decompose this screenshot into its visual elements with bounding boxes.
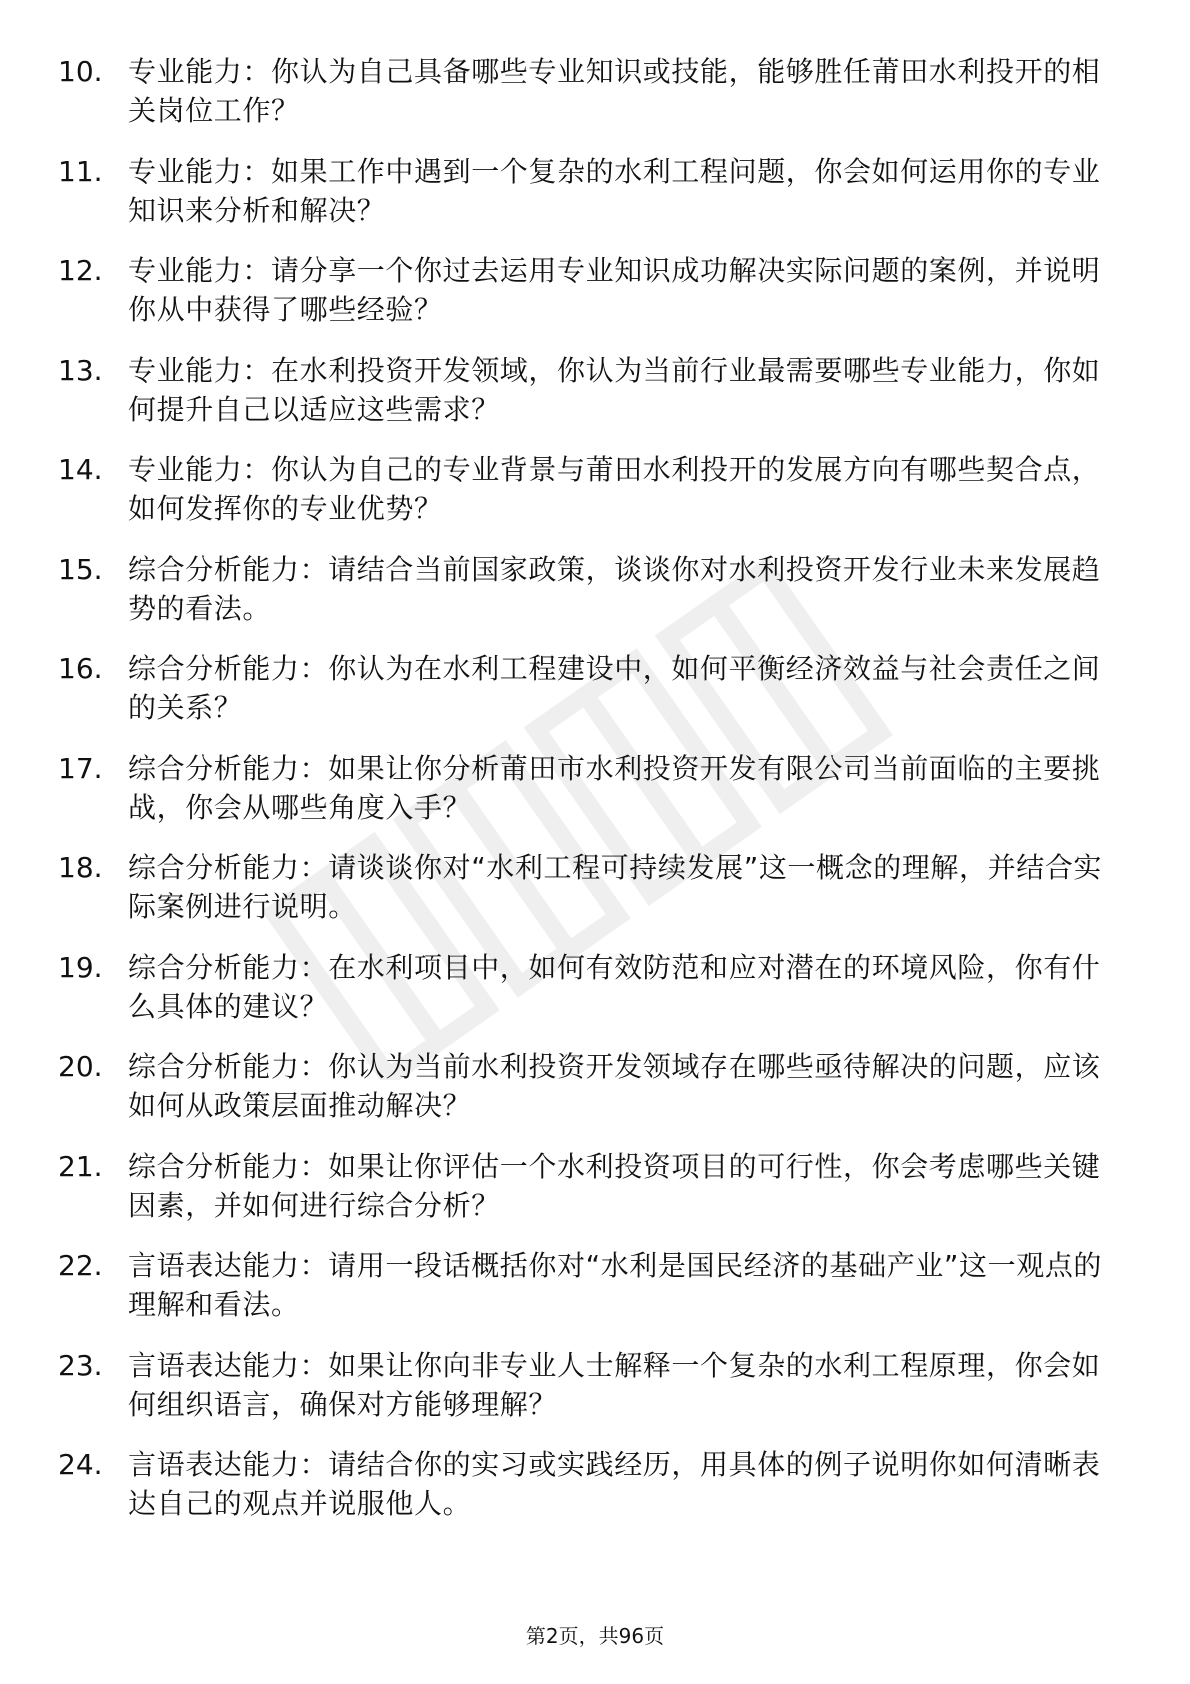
list-item [58, 550, 1118, 628]
question-number: 18. [58, 851, 103, 884]
list-item [58, 1047, 1118, 1125]
question-number: 17. [58, 751, 103, 785]
question-text: 综合分析能力：如果让你分析莆田市水利投资开发有限公司当前面临的主要挑战，你会从哪些角度入手？ [128, 751, 1101, 824]
list-item [58, 1147, 1118, 1225]
question-text: 综合分析能力：你认为当前水利投资开发领域存在哪些亟待解决的问题，应该如何从政策层面推动解决？ [128, 1050, 1101, 1122]
question-text: 综合分析能力：请谈谈你对“水利工程可持续发展”这一概念的理解，并结合实际案例进行说明。 [128, 851, 1103, 923]
question-number: 10. [58, 55, 103, 88]
question-text: 专业能力：请分享一个你过去运用专业知识成功解决实际问题的案例，并说明你从中获得了哪些经验？ [128, 254, 1101, 326]
question-number: 19. [58, 950, 103, 984]
list-item [58, 749, 1118, 827]
list-item [58, 351, 1118, 429]
list-item [58, 1246, 1118, 1324]
question-number: 21. [58, 1149, 103, 1183]
question-text: 言语表达能力：请用一段话概括你对“水利是国民经济的基础产业”这一观点的理解和看法。 [128, 1249, 1103, 1321]
question-text: 言语表达能力：如果让你向非专业人士解释一个复杂的水利工程原理，你会如何组织语言，确保对方能够理解？ [128, 1348, 1101, 1421]
question-number: 20. [58, 1050, 103, 1083]
page-footer [0, 1623, 1190, 1649]
list-item [58, 848, 1118, 926]
list-item [58, 649, 1118, 727]
question-number: 13. [58, 353, 103, 387]
question-number: 11. [58, 154, 103, 188]
list-item [58, 152, 1118, 230]
question-number: 24. [58, 1448, 103, 1481]
list-item [58, 52, 1118, 130]
list-item [58, 450, 1118, 528]
question-text: 专业能力：你认为自己具备哪些专业知识或技能，能够胜任莆田水利投开的相关岗位工作？ [128, 55, 1101, 127]
question-text: 专业能力：如果工作中遇到一个复杂的水利工程问题，你会如何运用你的专业知识来分析和解决？ [128, 154, 1101, 227]
question-number: 22. [58, 1249, 103, 1282]
question-number: 14. [58, 453, 103, 486]
question-list [58, 52, 1118, 1545]
question-text: 综合分析能力：如果让你评估一个水利投资项目的可行性，你会考虑哪些关键因素，并如何进行综合分析？ [128, 1149, 1101, 1222]
question-text: 专业能力：你认为自己的专业背景与莆田水利投开的发展方向有哪些契合点，如何发挥你的专业优势？ [128, 453, 1101, 525]
question-number: 12. [58, 254, 103, 287]
question-number: 15. [58, 552, 103, 586]
question-text: 言语表达能力：请结合你的实习或实践经历，用具体的例子说明你如何清晰表达自己的观点并说服他人。 [128, 1448, 1101, 1520]
page-number-label: 第2页，共96页 [525, 1624, 665, 1648]
list-item [58, 1346, 1118, 1424]
list-item [58, 948, 1118, 1026]
question-text: 综合分析能力：你认为在水利工程建设中，如何平衡经济效益与社会责任之间的关系？ [128, 652, 1101, 724]
question-text: 综合分析能力：在水利项目中，如何有效防范和应对潜在的环境风险，你有什么具体的建议？ [128, 950, 1101, 1023]
question-number: 23. [58, 1348, 103, 1382]
question-number: 16. [58, 652, 103, 685]
list-item [58, 251, 1118, 329]
question-text: 专业能力：在水利投资开发领域，你认为当前行业最需要哪些专业能力，你如何提升自己以适应这些需求？ [128, 353, 1101, 426]
question-text: 综合分析能力：请结合当前国家政策，谈谈你对水利投资开发行业未来发展趋势的看法。 [128, 552, 1101, 625]
list-item [58, 1445, 1118, 1523]
